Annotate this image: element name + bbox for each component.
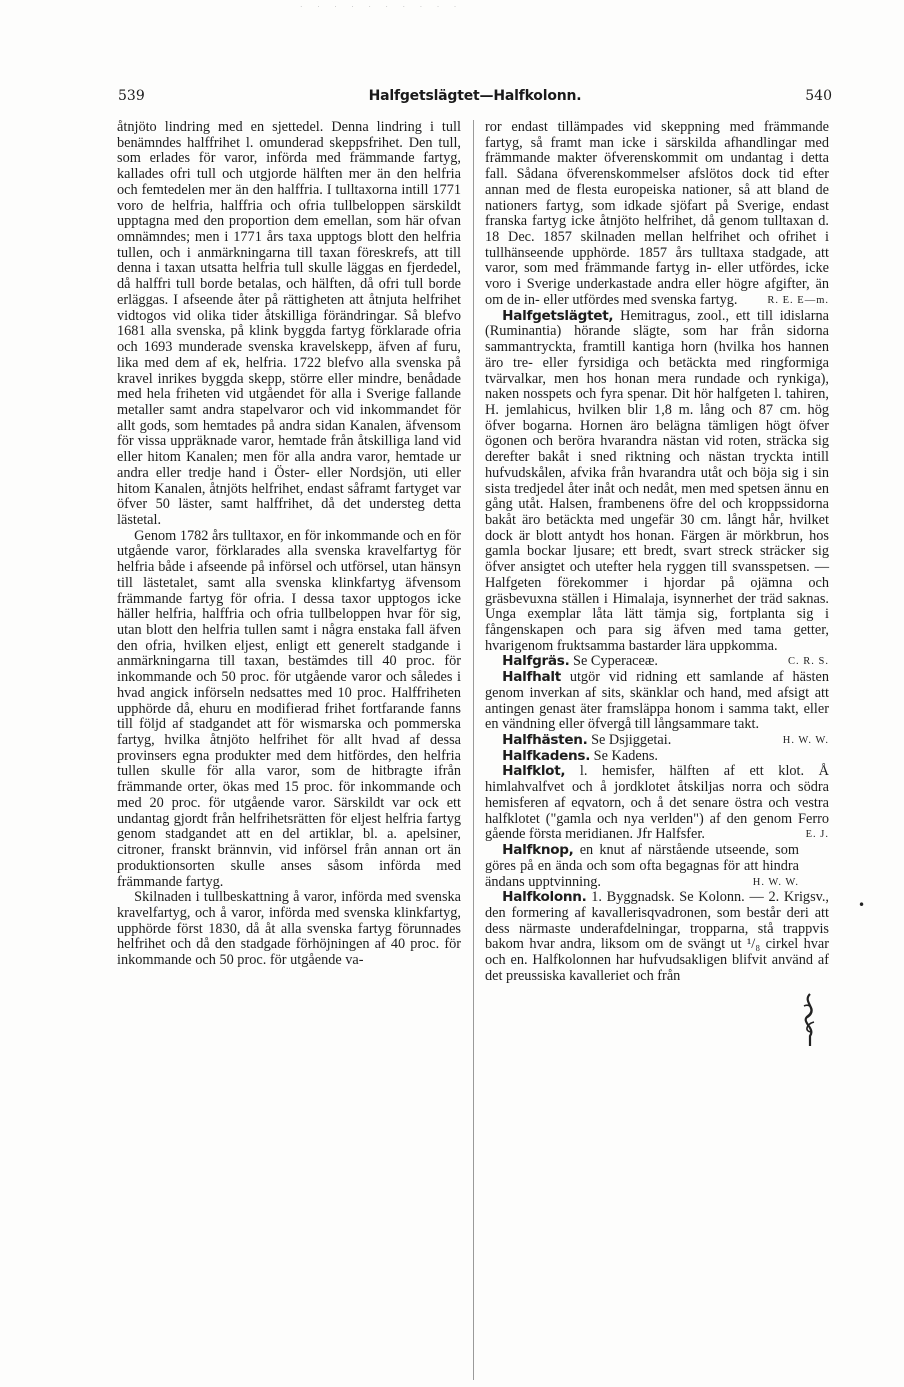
entry-text: en knut af närstående utseende, som göres på en ända och som ofta begagnas för att hindra ändans upptvinning. bbox=[485, 842, 799, 890]
entry-text: Se Dsjiggetai. bbox=[591, 732, 672, 749]
entry-text: Se Kadens. bbox=[593, 747, 658, 764]
entry-headword: Halfgetslägtet, bbox=[502, 307, 614, 324]
knot-icon bbox=[798, 992, 822, 1048]
author-signature: C. R. S. bbox=[788, 656, 829, 668]
entry-halfknop bbox=[485, 843, 829, 890]
paragraph bbox=[485, 120, 829, 309]
entry-headword: Halfkolonn. bbox=[502, 889, 587, 906]
entry-headword: Halfklot, bbox=[502, 763, 566, 780]
paragraph: Genom 1782 års tulltaxor, en för inkommande och en för utgående varor, förklarades alla svenska kravelfartyg för helfria både i afseende på införsel och utförsel, utan hänsyn till lästetalet, samt alla svenska klinkfartyg äfvensom främmande fartyg för ofria. I dessa taxor upptogos icke häller helfria, halffria och ofria tullbeloppen hvar för sig, utan blott den helfria tullen samt i några enstaka fall äfven den ofria, hvilken eljest, enligt ett generelt stadgande i anmärkningarna till taxan, bestämdes till 40 proc. för inkommande och 50 proc. för utgående varor och således i hvad angick införseln nedsattes med 10 proc. Halffriheten upphörde då, ehuru en modifierad frihet fortfarande fanns till följd af stadgandet att för wismarska och pommerska fartyg, hvilka åtnjöto helfrihet för allt hvad af dessa provinsers egna produkter med dem hitfördes, den helfria tullen skulle för alla varor, som de hitbragte ifrån främmande orter, ökas med 15 proc. för inkommande och med 20 proc. för utgående varor. Särskildt var ock ett undantag gjordt från helfrihetsrätten för eljest helfria fartyg genom stadgandet att en del artiklar, bl. a. apelsiner, citroner, franskt brännvin, vid införsel från annan ort än produktionsorten skulle anses såsom införda med främmande fartyg. bbox=[117, 527, 461, 890]
entry-headword: Halfgräs. bbox=[502, 653, 570, 670]
entry-halfkadens bbox=[485, 749, 829, 765]
entry-text: Hemitragus, zool., ett till idislarna (Ruminantia) hörande slägte, som har från sidorna sammantryckta, framtill kantiga horn (hvilka hos hannen äro tre- eller fyrsidiga och betäckta med ringformiga tvärvalkar, men hos honan mera rundade och rynkiga), naken nosspets och fyra spenar. Dit hör halfgeten l. tahiren, H. jemlahicus, hvilken blir 1,8 m. lång och 87 cm. hög öfver bogarna. Hornen äro belägna tämligen högt öfver ögonen och beröra hvarandra nästan vid roten, sträcka sig derefter bakåt i sned riktning och nästan tryckta intill hufvudskålen, afvika från hvarandra utåt och böja sig i sin sista tredjedel åter inåt och nedåt, men med spetsen ännu en gång utåt. Halsen, frambenens öfre del och kroppssidorna bakåt äro betäckta med ungefär 30 cm. långt hår, hvilket dock är blott antydt hos honan. Färgen är mörkbrun, hos gamla bockar ljusare; ett bredt, svart streck sträcker sig öfver ansigtet och utefter hela ryggen till svansspetsen. — Halfgeten förekommer i hjordar på ojämna och gräsbevuxna ställen i Himalaja, isynnerhet der träd saknas. Unga exemplar låta lätt tämja sig, fortplanta sig i fångenskapen och para sig äfven med tama getter, hvarigenom fruktsamma bastarder lära uppkomma. bbox=[485, 307, 829, 654]
entry-halfklot bbox=[485, 764, 829, 843]
entry-halfkolonn bbox=[485, 890, 829, 984]
entry-text: Se Cyperaceæ. bbox=[573, 653, 658, 670]
entry-headword: Halfknop, bbox=[502, 842, 574, 859]
right-column bbox=[485, 120, 829, 985]
entry-text: l. hemisfer, hälften af ett klot. Å himlahvalfvet och å jordklotet åtskiljas norra och södra hemisferen af eqvatorn, och å det senare östra och vestra halfklotet ("gamla och nya verlden") af den genom Ferro gående första meridianen. Jfr Halfsfer. bbox=[485, 763, 829, 843]
left-column bbox=[117, 120, 461, 969]
running-title: Halfgetslägtet—Halfkolonn. bbox=[368, 88, 582, 104]
paragraph: Skilnaden i tullbeskattning å varor, införda med svenska kravelfartyg, och å varor, införda med svenska klinkfartyg, upphörde först 1830, då åt alla svenska fartyg förunnades helfrihet och då den stadgade förhöjningen af 40 proc. för inkommande och 50 proc. för utgående va- bbox=[117, 889, 461, 969]
page-number-left: 539 bbox=[118, 88, 145, 104]
author-signature: E. J. bbox=[805, 829, 829, 841]
entry-headword: Halfhästen. bbox=[502, 732, 588, 749]
author-signature: R. E. E—m. bbox=[767, 294, 829, 306]
entry-text: ror endast tillämpades vid skeppning med främmande fartyg, så framt man icke i särskilda afhandlingar med främmande makter öfverenskommit om undantag i detta fall. Sådana öfverenskommelser afslötos dock tid efter annan med de flesta europeiska nationer, så att bland de nationers fartyg, som idkade sjöfart på Sverige, endast franska fartyg icke åtnjöto helfrihet, då genom tulltaxan d. 18 Dec. 1857 skilnaden mellan helfrihet och ofrihet i tullhänseende upphörde. 1857 års tulltaxa stadgade, att varor, som med främmande fartyg in- eller utfördes, icke voro i Sverige underkastade andra eller högre afgifter, än om de in- eller utfördes med svenska fartyg. bbox=[485, 119, 829, 308]
margin-mark: • bbox=[858, 898, 866, 912]
author-signature: H. W. W. bbox=[752, 876, 799, 888]
entry-text: 1. Byggnadsk. Se Kolonn. — 2. Krigsv., den formering af kavallerisqvadronen, som består deri att dess närmaste underafdelningar, tropparna, stå trappvis bakom hvar andra, liksom om de svängt ut ¹/₈ cirkel hvar och en. Halfkolonnen har hufvudsakligen blifvit använd af det preussiska kavalleriet och från bbox=[485, 889, 830, 984]
entry-headword: Halfhalt bbox=[502, 669, 561, 686]
column-divider bbox=[473, 120, 474, 1380]
page-header bbox=[118, 88, 832, 108]
page-number-right: 540 bbox=[805, 88, 832, 104]
entry-text: utgör vid ridning ett samlande af hästen genom inverkan af sits, skänklar och hand, med afsigt att antingen genast äter framsläppa honom i samma takt, eller en vändning eller öfvergå till långsammare takt. bbox=[485, 669, 829, 733]
scan-dots: . . . . . . . . . . bbox=[300, 0, 463, 9]
paragraph: åtnjöto lindring med en sjettedel. Denna lindring i tull benämndes halffrihet l. omunderad skeppsfrihet. Den tull, som erlades för varor, införda med främmande fartyg, kallades ofri tull och utgjorde hälften mer än den helfria och femtedelen mer än den halffria. I tulltaxorna intill 1771 voro de helfria, halffria och ofria tullbeloppen särskildt upptagna med den proportion dem emellan, som här ofvan omnämndes; men i 1771 års taxa upptogs blott den helfria tullen, och i anmärkningarna till taxan föreskrefs, att till denna i taxan utsatta helfria tull skulle läggas en fjerdedel, då halffri tull borde betalas, och hälften, då ofri tull borde erläggas. I afseende åter på rättigheten att åtnjuta helfrihet vidtogos vid olika tider åtskilliga förändringar. Så blefvo 1681 alla svenska, på klink byggda fartyg förklarade ofria och 1693 munderade svenska kravelskepp, äfven af furu, lika med dem af ek, helfria. 1722 blefvo alla svenska på kravel inrikes byggda skepp, större eller mindre, benådade med hela friheten vid utgåendet för alla i Sverige fallande metaller samt andra stapelvaror och vid inkommandet för allt gods, som hemtades på andra sidan Kanalen, äfvensom för vissa uppräknade varor, hemtade från åtskilliga land vid eller hitom Kanalen; men för alla andra varor, hemtade ur andra eller tredje hand i Öster- eller Nordsjön, uti eller hitom Kanalen, åtnjöts helfrihet, endast såframt fartyget var öfver 50 läster, samt halffrihet, då det understeg detta lästetal. bbox=[117, 119, 461, 528]
entry-headword: Halfkadens. bbox=[502, 747, 591, 764]
author-signature: H. W. W. bbox=[782, 735, 829, 747]
